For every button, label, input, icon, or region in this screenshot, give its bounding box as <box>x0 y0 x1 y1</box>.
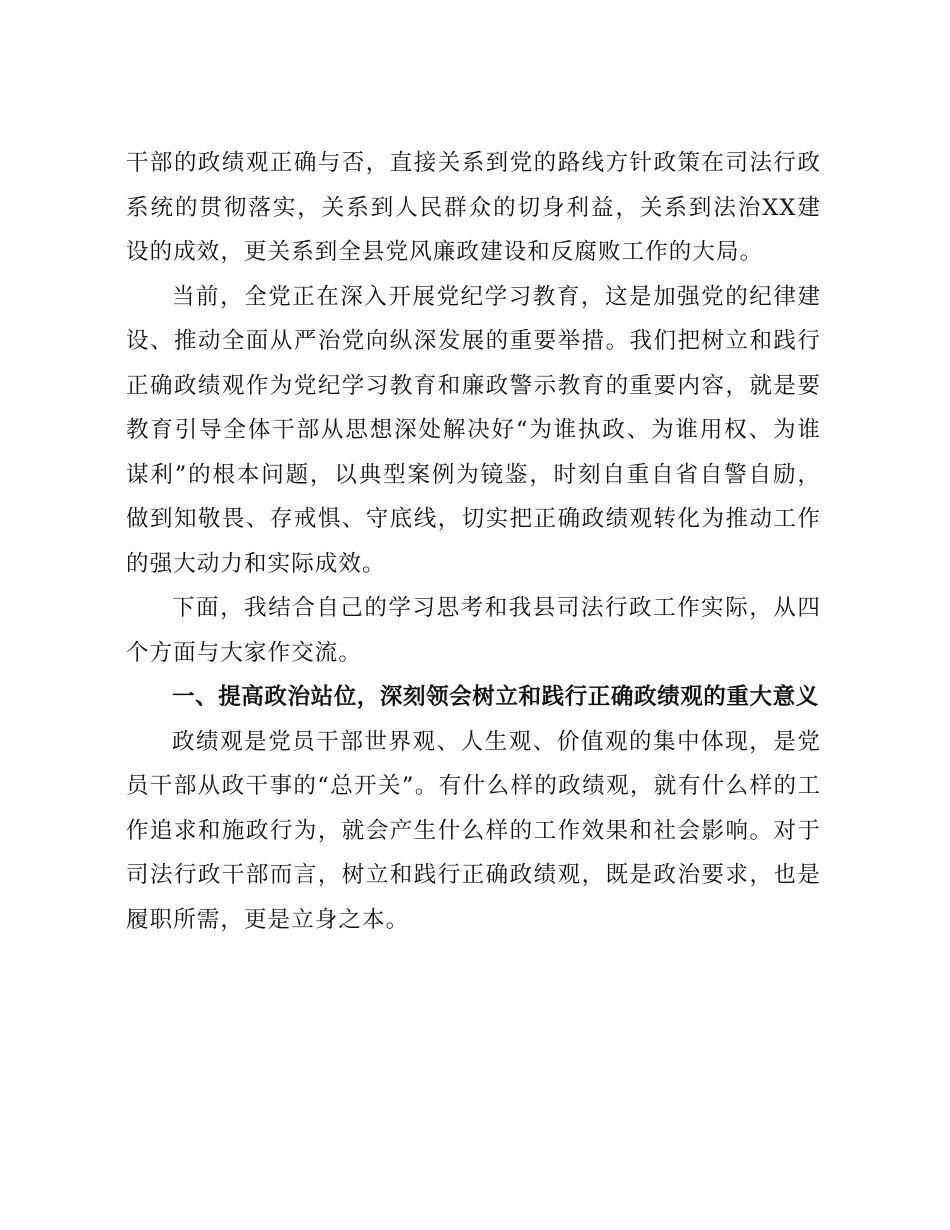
paragraph-section-1-body: 政绩观是党员干部世界观、人生观、价值观的集中体现，是党员干部从政干事的“总开关”。有什么样的政绩观，就有什么样的工作追求和施政行为，就会产生什么样的工作效果和社会影响。对于司法行政干部而言，树立和践行正确政绩观，既是政治要求，也是履职所需，更是立身之本。 <box>126 728 821 933</box>
document-body <box>126 141 821 942</box>
paragraph-party-discipline: 当前，全党正在深入开展党纪学习教育，这是加强党的纪律建设、推动全面从严治党向纵深发展的重要举措。我们把树立和践行正确政绩观作为党纪学习教育和廉政警示教育的重要内容，就是要教育引导全体干部从思想深处解决好“为谁执政、为谁用权、为谁谋利”的根本问题，以典型案例为镜鉴，时刻自重自省自警自励，做到知敬畏、存戒惧、守底线，切实把正确政绩观转化为推动工作的强大动力和实际成效。 <box>126 283 821 577</box>
paragraph-continuation: 干部的政绩观正确与否，直接关系到党的路线方针政策在司法行政系统的贯彻落实，关系到人民群众的切身利益，关系到法治XX建设的成效，更关系到全县党风廉政建设和反腐败工作的大局。 <box>126 150 821 265</box>
section-heading-1: 一、提高政治站位，深刻领会树立和践行正确政绩观的重大意义 <box>172 684 819 710</box>
paragraph-intro: 下面，我结合自己的学习思考和我县司法行政工作实际，从四个方面与大家作交流。 <box>126 595 821 666</box>
